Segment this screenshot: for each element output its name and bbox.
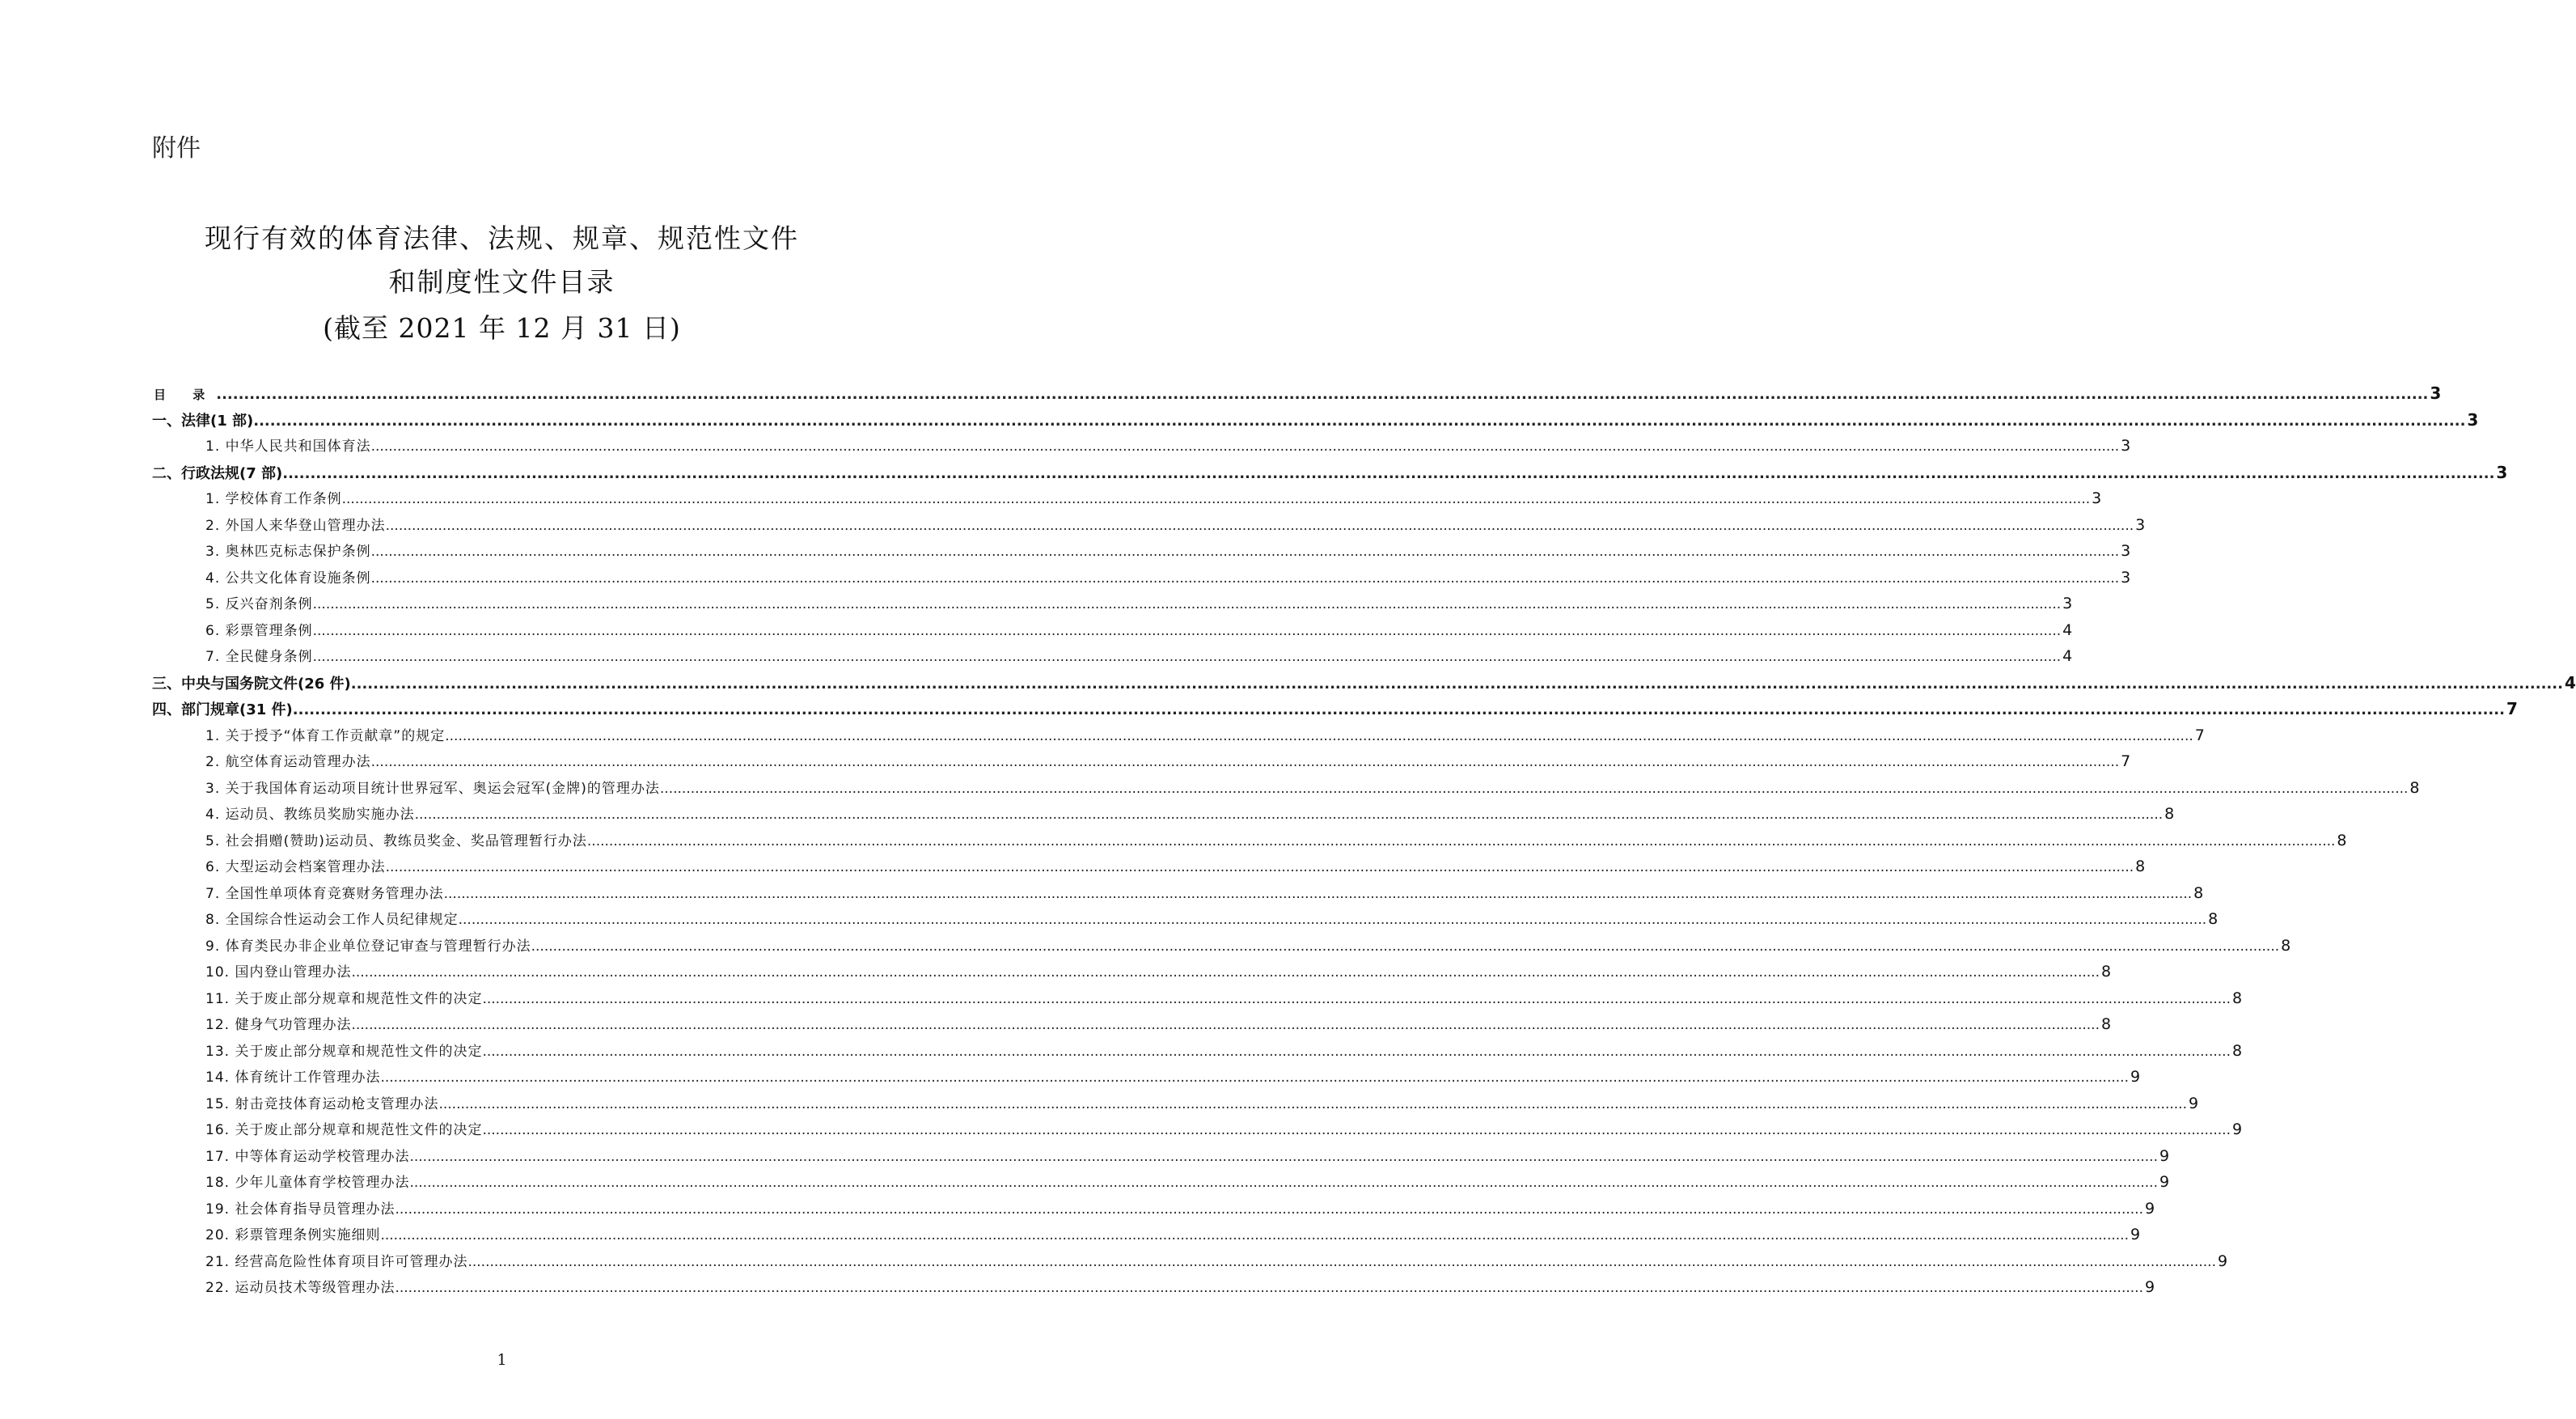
toc-section-entry[interactable] [152, 407, 2479, 434]
toc-entry[interactable] [152, 801, 2175, 828]
toc-entry[interactable] [152, 1222, 2141, 1248]
toc-entry[interactable] [152, 433, 2131, 460]
toc-entry[interactable] [152, 828, 2347, 854]
toc-entry-label: 4. 运动员、教练员奖励实施办法 [205, 807, 415, 823]
toc-entry-page: 8 [2231, 989, 2243, 1007]
dot-leader: ................................................................................................................................................................................................................................................................................................................................................................................................................ [380, 1070, 2129, 1086]
toc-entry-label: 3. 关于我国体育运动项目统计世界冠军、奥运会冠军(金牌)的管理办法 [205, 780, 660, 797]
toc-entry-page: 9 [2144, 1199, 2155, 1218]
dot-leader: ................................................................................................................................................................................................................................................................................................................................................................................................................ [351, 964, 2100, 981]
dot-leader: ................................................................................................................................................................................................................................................................................................................................................................................................................ [531, 938, 2280, 955]
toc-entry-label: 2. 航空体育运动管理办法 [205, 754, 371, 770]
toc-entry-label: 目 录 [154, 388, 217, 402]
dot-leader: ................................................................................................................................................................................................................................................................................................................................................................................................................ [385, 517, 2134, 534]
toc-entry[interactable] [152, 1116, 2243, 1143]
toc-entry-label: 13. 关于废止部分规章和规范性文件的决定 [205, 1043, 483, 1060]
toc-entry-page: 7 [2506, 699, 2518, 718]
toc-entry-label: 四、部门规章(31 件) [152, 701, 293, 718]
toc-entry[interactable] [152, 722, 2205, 749]
dot-leader: ................................................................................................................................................................................................................................................................................................................................................................................................................ [341, 491, 2091, 507]
toc-entry-page: 9 [2130, 1226, 2141, 1243]
title-line-2: 和制度性文件目录 [388, 266, 615, 298]
attachment-label: 附件 [152, 134, 201, 163]
toc-entry-page: 9 [2188, 1094, 2199, 1112]
toc-entry[interactable] [152, 854, 2146, 880]
toc-entry-label: 17. 中等体育运动学校管理办法 [205, 1148, 410, 1165]
dot-leader: ................................................................................................................................................................................................................................................................................................................................................................................................................ [443, 885, 2193, 902]
toc-entry[interactable] [152, 512, 2146, 539]
toc-entry[interactable] [152, 1064, 2141, 1091]
toc-section-entry[interactable] [152, 380, 2442, 407]
toc-entry[interactable] [152, 880, 2204, 907]
toc-entry-label: 4. 公共文化体育设施条例 [205, 570, 371, 587]
toc-entry[interactable] [152, 485, 2102, 512]
toc-entry-page: 9 [2159, 1173, 2170, 1191]
toc-entry-label: 7. 全国性单项体育竞赛财务管理办法 [205, 885, 444, 902]
toc-entry-page: 8 [2337, 831, 2347, 849]
dot-leader: ................................................................................................................................................................................................................................................................................................................................................................................................................ [482, 1122, 2231, 1138]
toc-entry-page: 3 [2467, 409, 2479, 430]
toc-entry-page: 3 [2135, 515, 2146, 534]
page-number: 1 [497, 1351, 507, 1369]
dot-leader: ................................................................................................................................................................................................................................................................................................................................................................................................................ [253, 412, 2466, 430]
toc-entry[interactable] [152, 985, 2243, 1012]
dot-leader: ................................................................................................................................................................................................................................................................................................................................................................................................................ [385, 859, 2134, 875]
dot-leader: ................................................................................................................................................................................................................................................................................................................................................................................................................ [282, 464, 2495, 482]
toc-entry-label: 10. 国内登山管理办法 [205, 964, 352, 981]
toc-entry-page: 4 [2062, 647, 2073, 665]
toc-entry-page: 3 [2121, 542, 2131, 560]
toc-entry-label: 一、法律(1 部) [152, 412, 254, 430]
toc-entry[interactable] [152, 1169, 2170, 1196]
toc-section-entry[interactable] [152, 696, 2518, 722]
toc-entry-label: 2. 外国人来华登山管理办法 [205, 517, 386, 534]
toc-entry-label: 5. 社会捐赠(赞助)运动员、教练员奖金、奖品管理暂行办法 [205, 832, 587, 849]
toc-section-entry[interactable] [152, 670, 2576, 697]
toc-entry-label: 18. 少年儿童体育学校管理办法 [205, 1175, 410, 1191]
toc-entry-label: 6. 彩票管理条例 [205, 622, 313, 639]
dot-leader: ................................................................................................................................................................................................................................................................................................................................................................................................................ [458, 912, 2207, 928]
toc-entry[interactable] [152, 1038, 2243, 1065]
dot-leader: ................................................................................................................................................................................................................................................................................................................................................................................................................ [482, 990, 2231, 1007]
toc-entry[interactable] [152, 643, 2073, 670]
toc-entry[interactable] [152, 1011, 2112, 1038]
toc-entry-page: 8 [2281, 936, 2291, 955]
toc-entry[interactable] [152, 1091, 2199, 1117]
dot-leader: ................................................................................................................................................................................................................................................................................................................................................................................................................ [380, 1227, 2129, 1243]
dot-leader: ................................................................................................................................................................................................................................................................................................................................................................................................................ [414, 807, 2164, 823]
toc-entry[interactable] [152, 1196, 2155, 1222]
toc-entry-label: 7. 全民健身条例 [205, 649, 313, 665]
toc-entry-label: 1. 中华人民共和国体育法 [205, 438, 371, 455]
toc-entry-label: 19. 社会体育指导员管理办法 [205, 1201, 395, 1218]
title-line-1: 现行有效的体育法律、法规、规章、规范性文件 [205, 222, 799, 254]
toc-entry[interactable] [152, 748, 2131, 775]
dot-leader: ................................................................................................................................................................................................................................................................................................................................................................................................................ [482, 1043, 2231, 1060]
toc-entry-label: 8. 全国综合性运动会工作人员纪律规定 [205, 912, 459, 928]
toc-entry-page: 9 [2130, 1068, 2141, 1086]
toc-entry-label: 5. 反兴奋剂条例 [205, 596, 313, 612]
toc-entry-page: 3 [2121, 437, 2131, 455]
toc-entry-label: 6. 大型运动会档案管理办法 [205, 859, 386, 875]
toc-entry-page: 3 [2496, 462, 2508, 482]
dot-leader: ................................................................................................................................................................................................................................................................................................................................................................................................................ [370, 754, 2120, 770]
dot-leader: ................................................................................................................................................................................................................................................................................................................................................................................................................ [445, 727, 2193, 744]
toc-entry-page: 8 [2208, 910, 2219, 928]
toc-entry-page: 3 [2430, 383, 2442, 403]
dot-leader: ................................................................................................................................................................................................................................................................................................................................................................................................................ [216, 386, 2429, 403]
toc-entry[interactable] [152, 959, 2112, 985]
toc-entry-label: 1. 关于授予“体育工作贡献章”的规定 [205, 727, 446, 744]
toc-entry-page: 3 [2121, 568, 2131, 587]
toc-entry-label: 1. 学校体育工作条例 [205, 491, 342, 507]
dot-leader: ................................................................................................................................................................................................................................................................................................................................................................................................................ [312, 596, 2062, 612]
toc-entry[interactable] [152, 1143, 2170, 1170]
toc-entry-page: 8 [2100, 1015, 2112, 1033]
toc-entry-label: 3. 奥林匹克标志保护条例 [205, 544, 371, 560]
dot-leader: ................................................................................................................................................................................................................................................................................................................................................................................................................ [409, 1175, 2158, 1191]
toc-entry-page: 9 [2159, 1146, 2170, 1165]
dot-leader: ................................................................................................................................................................................................................................................................................................................................................................................................................ [586, 832, 2336, 849]
dot-leader: ................................................................................................................................................................................................................................................................................................................................................................................................................ [659, 780, 2409, 797]
toc-entry-page: 8 [2193, 883, 2204, 902]
toc-entry-label: 22. 运动员技术等级管理办法 [205, 1280, 395, 1296]
toc-entry-page: 7 [2121, 752, 2131, 770]
toc-entry-page: 4 [2564, 672, 2576, 693]
toc-entry-label: 11. 关于废止部分规章和规范性文件的决定 [205, 990, 483, 1007]
title-date: (截至 2021 年 12 月 31 日) [323, 312, 681, 344]
toc-entry-page: 7 [2194, 726, 2205, 744]
toc-entry[interactable] [152, 906, 2219, 933]
toc-entry[interactable] [152, 1274, 2155, 1301]
dot-leader: ................................................................................................................................................................................................................................................................................................................................................................................................................ [312, 649, 2062, 665]
toc-entry[interactable] [152, 591, 2073, 617]
dot-leader: ................................................................................................................................................................................................................................................................................................................................................................................................................ [312, 622, 2062, 639]
toc-entry-page: 3 [2062, 595, 2073, 612]
toc-entry-label: 21. 经营高危险性体育项目许可管理办法 [205, 1253, 468, 1270]
toc-entry[interactable] [152, 565, 2131, 591]
dot-leader: ................................................................................................................................................................................................................................................................................................................................................................................................................ [370, 544, 2120, 560]
toc-entry-page: 3 [2092, 489, 2102, 507]
toc-entry-page: 9 [2217, 1252, 2228, 1270]
toc-entry[interactable] [152, 617, 2073, 644]
toc-entry-label: 14. 体育统计工作管理办法 [205, 1070, 381, 1086]
toc-entry-page: 8 [2100, 963, 2112, 981]
toc-entry-page: 8 [2409, 778, 2420, 797]
toc-entry-page: 9 [2144, 1278, 2155, 1296]
toc-section-entry[interactable] [152, 460, 2508, 486]
toc-entry-label: 二、行政法规(7 部) [152, 464, 283, 482]
toc-entry-label: 15. 射击竞技体育运动枪支管理办法 [205, 1095, 439, 1112]
dot-leader: ................................................................................................................................................................................................................................................................................................................................................................................................................ [370, 438, 2120, 455]
toc-entry[interactable] [152, 1248, 2228, 1275]
dot-leader: ................................................................................................................................................................................................................................................................................................................................................................................................................ [409, 1148, 2158, 1165]
dot-leader: ................................................................................................................................................................................................................................................................................................................................................................................................................ [395, 1201, 2143, 1218]
dot-leader: ................................................................................................................................................................................................................................................................................................................................................................................................................ [467, 1253, 2216, 1270]
toc-entry-label: 三、中央与国务院文件(26 件) [152, 675, 351, 693]
dot-leader: ................................................................................................................................................................................................................................................................................................................................................................................................................ [370, 570, 2120, 587]
toc-entry-label: 20. 彩票管理条例实施细则 [205, 1227, 381, 1243]
toc-entry-label: 16. 关于废止部分规章和规范性文件的决定 [205, 1122, 483, 1138]
dot-leader: ................................................................................................................................................................................................................................................................................................................................................................................................................ [351, 1017, 2100, 1033]
toc-entry-label: 9. 体育类民办非企业单位登记审查与管理暂行办法 [205, 938, 531, 955]
toc-entry-label: 12. 健身气功管理办法 [205, 1017, 352, 1033]
table-of-contents [152, 380, 2576, 1301]
toc-entry-page: 8 [2164, 805, 2175, 823]
toc-entry-page: 9 [2231, 1120, 2243, 1138]
toc-entry-page: 8 [2231, 1041, 2243, 1060]
document-title [0, 217, 1004, 351]
toc-entry[interactable] [152, 775, 2420, 802]
toc-entry[interactable] [152, 538, 2131, 565]
dot-leader: ................................................................................................................................................................................................................................................................................................................................................................................................................ [292, 701, 2505, 718]
toc-entry-page: 4 [2062, 621, 2073, 639]
toc-entry-page: 8 [2135, 858, 2146, 875]
dot-leader: ................................................................................................................................................................................................................................................................................................................................................................................................................ [350, 675, 2563, 693]
toc-entry[interactable] [152, 933, 2291, 959]
dot-leader: ................................................................................................................................................................................................................................................................................................................................................................................................................ [395, 1280, 2143, 1296]
dot-leader: ................................................................................................................................................................................................................................................................................................................................................................................................................ [438, 1095, 2187, 1112]
